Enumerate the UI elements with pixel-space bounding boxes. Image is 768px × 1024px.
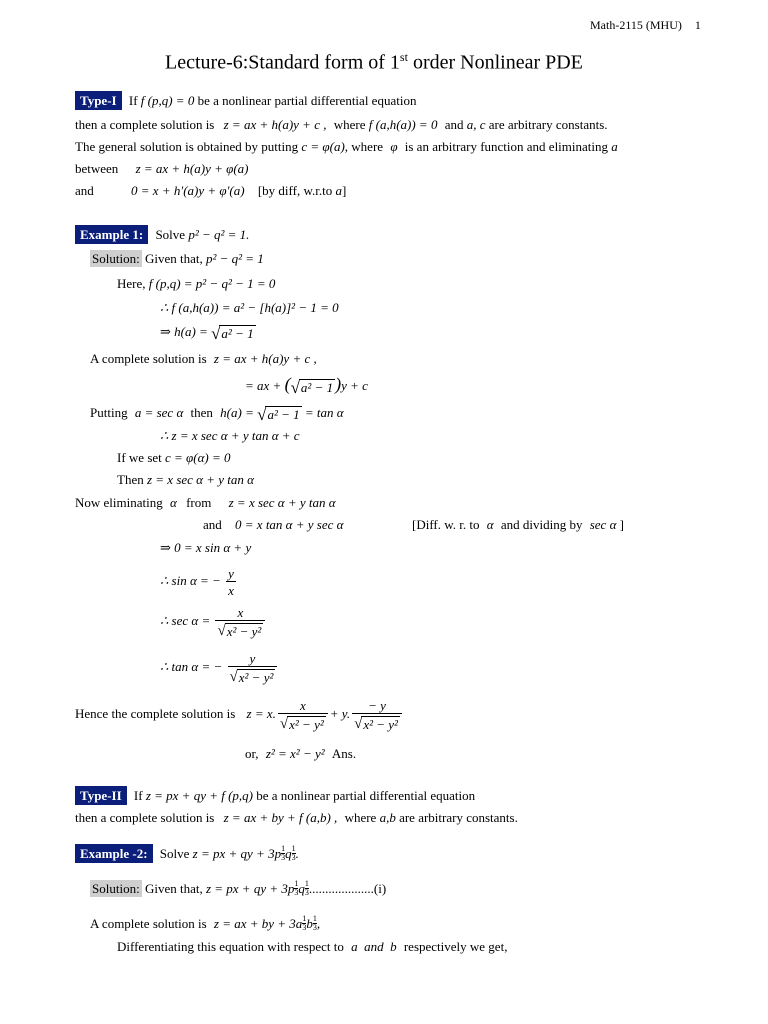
math: a = sec α [134,405,184,420]
math: f (p,q) = p² − q² − 1 = 0 [148,276,276,291]
type1-line4 [75,161,249,177]
ex1-complete2 [245,374,368,396]
ex1-putting [90,405,344,423]
ex1-answer [245,746,356,762]
math: z = ax + h(a)y + φ(a) [135,161,249,176]
exponent-one-third: $\frac{1}{3}$ [304,879,309,897]
text: are arbitrary constants. [488,117,608,132]
math: z² = x² − y² [265,746,325,761]
text: Then [117,472,144,487]
ex1-and [203,517,343,533]
text: [by diff, w.r.to [257,183,333,198]
radicand: a² − 1 [221,325,254,341]
exponent-one-third: $\frac{1}{3}$ [294,879,299,897]
ex1-then [117,472,254,488]
math: z = x. [246,706,276,722]
type1-line2 [75,117,608,133]
ex1-sin [160,566,238,598]
math: ∴ tan α = − [160,659,223,675]
text: from [186,495,212,510]
text: Ans. [331,746,357,761]
exponent-one-third: $\frac{1}{3}$ [312,914,317,932]
math: c = φ(a) [301,139,345,154]
math: z = px + qy + f (p,q) [145,788,254,803]
math: = tan α [304,405,344,420]
radicand: x² − y² [363,716,398,732]
ex2-solution [90,880,386,897]
math: sec α [589,517,617,532]
text: and [444,117,464,132]
text: If [133,788,143,803]
math: ∴ sin α = − [160,572,221,588]
denominator: √ x² − y² [215,620,265,640]
text: where [333,117,366,132]
numerator: y [228,566,234,581]
type1-tag: Type-I [75,91,122,110]
math: a,b [379,810,396,825]
math: , [316,916,321,931]
math: φ [390,139,398,154]
math: z = ax + by + f (a,b) , [223,810,338,825]
math: z = x sec α + y tan α [146,472,254,487]
radical: √ a² − 1 [211,323,254,343]
math: α [170,495,177,510]
math: + y. [329,706,351,722]
radicand: a² − 1 [300,379,334,395]
ex2-diff [117,939,507,955]
text: between [75,161,119,176]
text: A complete solution is [90,916,207,931]
denominator: √ x² − y² [278,713,328,733]
radicand: a² − 1 [267,406,300,422]
math: q [298,881,305,896]
exponent-one-third: $\frac{1}{3}$ [302,914,307,932]
math: ∴ sec α = [160,613,211,629]
math: b [306,916,313,931]
math: q [285,846,292,861]
math: ⇒ h(a) = [160,324,208,339]
ex1-implies1 [160,324,256,342]
type2-tag: Type-II [75,786,127,805]
title-rest: order Nonlinear PDE [407,51,583,74]
text: then [190,405,213,420]
text: are arbitrary constants. [399,810,518,825]
solution-label: Solution: [92,251,140,266]
type2-line1 [75,788,475,804]
paren: ) [335,374,342,394]
text: A complete solution is [90,351,207,366]
math: f (p,q) = 0 [140,93,195,108]
denominator: x [228,583,234,598]
text: and [203,517,222,532]
math: z = px + qy + 3p [192,846,282,861]
text: Hence the complete solution is [75,706,236,722]
type2-line2 [75,810,518,826]
ex2-complete [90,915,320,932]
math: h(a) = [220,405,254,420]
ex1-hence [75,698,404,733]
exponent-one-third: $\frac{1}{3}$ [281,844,286,862]
radical: √ a² − 1 [257,404,300,424]
math: z = x sec α + y tan α [228,495,336,510]
text: Given that, [144,881,203,896]
text: , where [344,139,384,154]
math: z = px + qy + 3p [205,881,295,896]
math: 0 = x tan α + y sec α [235,517,344,532]
text: Differentiating this equation with respect to [117,939,344,954]
text: where [344,810,377,825]
text: Solve [159,846,190,861]
math: p² − q² = 1 [205,251,264,266]
math: a and b [351,939,397,954]
title-sup: st [399,50,408,64]
text: or, [245,746,259,761]
math: f (a,h(a)) = 0 [368,117,438,132]
ex1-nowelim [75,495,336,511]
ex1-tag: Example 1: [75,225,148,244]
denominator: √ x² − y² [228,666,278,686]
numerator: x [299,698,306,713]
ex1-complete [90,351,317,367]
ex2-tag: Example -2: [75,844,153,863]
paren: ( [284,374,291,394]
ex2-title [75,845,299,862]
numerator: y [249,651,256,666]
text: Putting [90,405,128,420]
radical: √ a² − 1 [290,377,334,397]
fraction [228,651,278,686]
ex1-sec [160,605,267,640]
page-number: 1 [694,18,701,32]
text: and dividing by [500,517,583,532]
math: y + c [341,378,368,393]
text: be a nonlinear partial differential equation [197,93,417,108]
radicand: x² − y² [289,716,324,732]
text: If [128,93,138,108]
math: a, c [466,117,486,132]
text: ] [341,183,347,198]
fraction [215,605,265,640]
math: = ax + [245,378,282,393]
math: z = ax + h(a)y + c , [223,117,327,132]
math: c = φ(α) = 0 [165,450,231,465]
page-header [590,18,701,33]
ex1-implies2: ⇒ 0 = x sin α + y [160,540,252,555]
text: ....................(i) [308,881,387,896]
fraction [352,698,402,733]
ex1-ifwe [117,450,231,466]
ex1-note [412,517,624,533]
ex1-therefore2: ∴ z = x sec α + y tan α + c [160,428,300,443]
math: p² − q² = 1. [188,227,250,242]
solution-label: Solution: [92,881,140,896]
text: Now eliminating [75,495,163,510]
text: If we set [117,450,162,465]
math: a [611,139,618,154]
ex1-solution [90,251,264,267]
type1-line5 [75,183,346,199]
radicand: x² − y² [226,623,262,639]
text: [Diff. w. r. to [412,517,480,532]
type1-line1 [75,93,416,109]
type1-line3 [75,139,618,155]
page-title [165,50,583,75]
radicand: x² − y² [238,669,274,685]
text: respectively we get, [403,939,508,954]
math: z = ax + h(a)y + c , [213,351,317,366]
ex1-tan [160,651,279,686]
exponent-one-third: $\frac{1}{3}$ [291,844,296,862]
fraction [278,698,328,733]
text: The general solution is obtained by putting [75,139,299,154]
fraction [226,566,236,598]
course-code: Math-2115 (MHU) [590,18,682,32]
text: ] [619,517,624,532]
math: z = ax + by + 3a [213,916,303,931]
text: Solve [155,227,186,242]
title-main: Lecture-6:Standard form of 1 [165,51,400,74]
numerator: − y [368,698,386,713]
text: Given that, [144,251,203,266]
text: is an arbitrary function and eliminating [404,139,609,154]
ex1-here [117,276,275,292]
math: a [335,183,342,198]
math: 0 = x + h′(a)y + φ′(a) [131,183,245,198]
text: then a complete solution is [75,117,215,132]
ex1-therefore1: ∴ f (a,h(a)) = a² − [h(a)]² − 1 = 0 [160,300,339,315]
denominator: √ x² − y² [352,713,402,733]
ex1-title [75,227,249,243]
text: be a nonlinear partial differential equation [256,788,476,803]
math: . [295,846,299,861]
text: and [75,183,94,198]
text: Here, [117,276,146,291]
numerator: x [237,605,244,620]
text: then a complete solution is [75,810,215,825]
math: α [486,517,494,532]
